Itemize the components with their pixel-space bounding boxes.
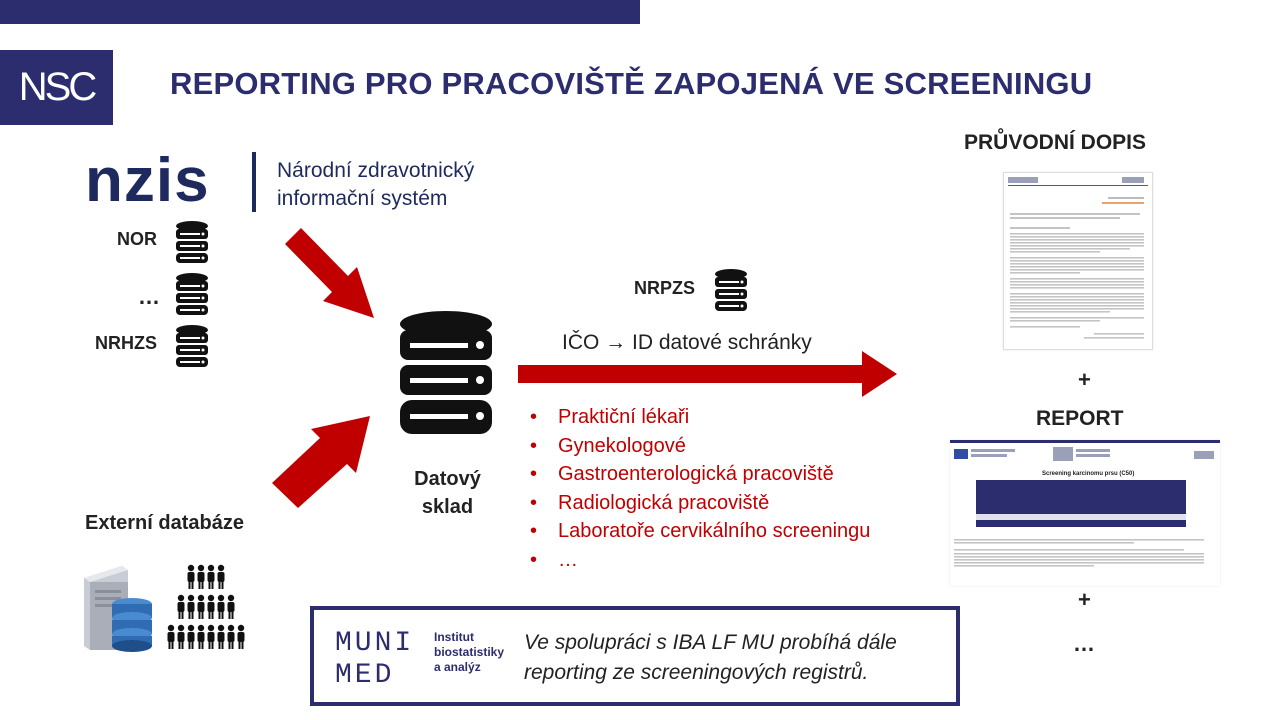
plus-sign: + — [1078, 587, 1091, 612]
database-icon — [713, 268, 749, 312]
list-item-label: Gynekologové — [558, 434, 686, 457]
iba-logo-line3: a analýz — [434, 660, 481, 674]
collaboration-text — [524, 628, 897, 688]
report-thumbnail — [950, 440, 1220, 586]
nzis-subtitle-line1: Národní zdravotnický — [277, 159, 475, 182]
arrow-external-to-warehouse — [272, 416, 370, 508]
list-item-label: Laboratoře cervikálního screeningu — [558, 520, 871, 542]
recipient-list — [530, 403, 870, 574]
data-warehouse-label-line2: sklad — [421, 496, 474, 518]
list-item-label: Radiologická pracoviště — [558, 491, 770, 514]
bullet: • — [530, 520, 538, 542]
more-ellipsis: … — [1073, 631, 1095, 656]
muni-logo-line1: MUNI — [335, 628, 415, 659]
muni-logo-line2: MED — [335, 660, 395, 691]
registry-label-more: … — [138, 284, 160, 309]
list-item-label: Praktiční lékaři — [558, 406, 690, 428]
report-title: REPORT — [1036, 407, 1124, 430]
list-item — [530, 432, 870, 461]
data-warehouse-label-line1: Datový — [414, 468, 481, 490]
bullet: • — [530, 548, 538, 571]
cover-letter-page — [1004, 173, 1152, 349]
nsc-logo: NSC — [0, 50, 113, 125]
cover-letter-thumbnail — [1003, 172, 1153, 350]
list-item — [530, 460, 870, 489]
bullet: • — [530, 491, 538, 514]
iba-logo-line1: Institut — [434, 630, 474, 644]
cover-letter-title: PRŮVODNÍ DOPIS — [964, 131, 1147, 154]
nzis-logo: nzis — [85, 146, 210, 215]
bullet: • — [530, 406, 538, 428]
external-database-label: Externí databáze — [85, 512, 244, 534]
iba-logo-line2: biostatistiky — [434, 645, 505, 659]
bullet: • — [530, 434, 538, 457]
list-item — [530, 517, 870, 546]
registry-label-nor: NOR — [117, 229, 157, 249]
data-warehouse-label — [405, 465, 490, 521]
iba-logo — [434, 630, 504, 675]
muni-med-logo — [335, 628, 414, 692]
arrow-nzis-to-warehouse — [285, 228, 374, 318]
report-heading: Screening karcinomu prsu (C50) — [1042, 471, 1135, 477]
list-item — [530, 546, 870, 575]
registry-label-nrhzs: NRHZS — [95, 333, 157, 353]
page-title: REPORTING PRO PRACOVIŠTĚ ZAPOJENÁ VE SCREENINGU — [170, 66, 1093, 101]
data-warehouse-icon — [398, 310, 494, 436]
server-database-icon — [82, 564, 162, 652]
collaboration-text-line1: Ve spolupráci s IBA LF MU probíhá dále — [524, 631, 897, 654]
report-page — [950, 443, 1220, 586]
arrow-warehouse-to-outputs — [518, 351, 897, 397]
collaboration-text-line2: reporting ze screeningových registrů. — [524, 661, 869, 684]
list-item-label: Gastroenterologická pracoviště — [558, 463, 834, 485]
plus-sign: + — [1078, 367, 1091, 392]
nzis-subtitle-line2: informační systém — [277, 187, 448, 210]
list-item — [530, 403, 870, 432]
population-icon — [165, 564, 247, 654]
ico-mapping-text: IČO → ID datové schránky — [562, 331, 812, 354]
nrpzs-label: NRPZS — [634, 278, 696, 298]
list-item — [530, 489, 870, 518]
list-item-label: … — [558, 548, 578, 571]
bullet: • — [530, 463, 538, 485]
